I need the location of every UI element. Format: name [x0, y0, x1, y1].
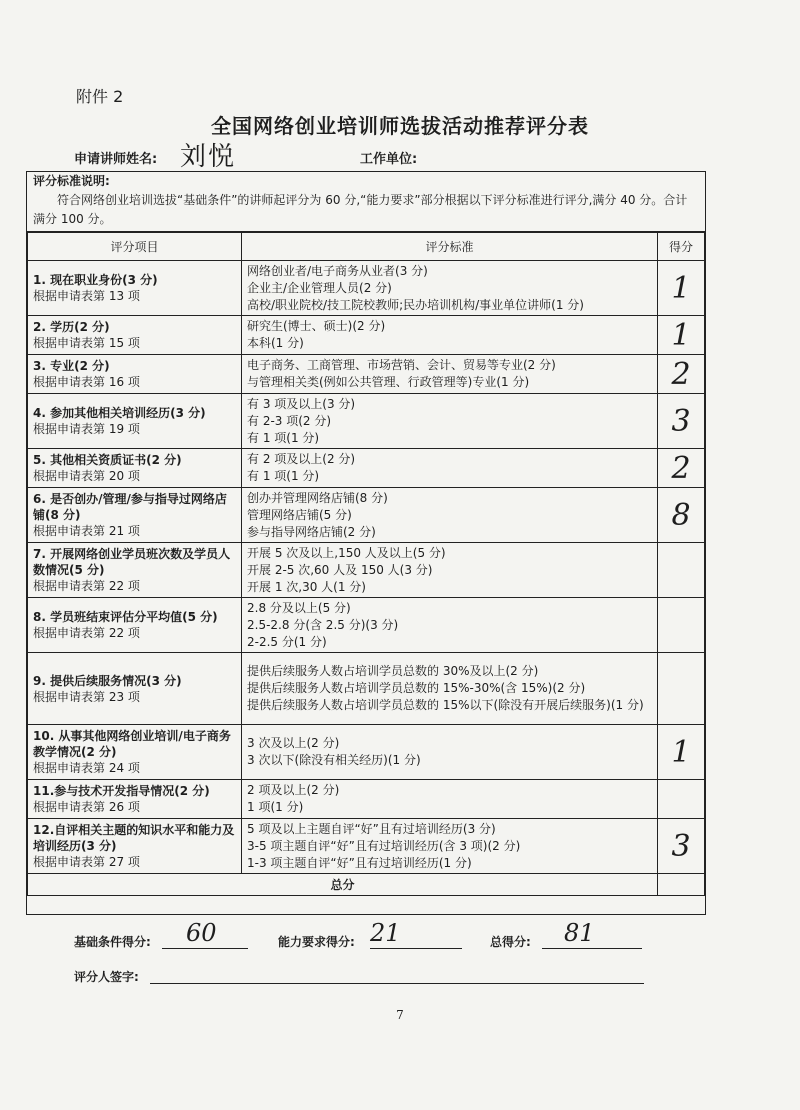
criteria-cell	[242, 355, 658, 394]
criteria-cell	[242, 543, 658, 598]
table-row	[28, 725, 705, 780]
item-cell	[28, 780, 242, 819]
score-cell[interactable]: 1	[658, 261, 705, 316]
table-row	[28, 316, 705, 355]
item-source: 根据申请表第 21 项	[33, 524, 140, 538]
ability-score-value[interactable]: 21	[370, 919, 401, 947]
table-row	[28, 261, 705, 316]
criteria-cell	[242, 598, 658, 653]
criteria-line: 2.5-2.8 分(含 2.5 分)(3 分)	[247, 617, 399, 632]
item-name: 3. 专业(2 分)	[33, 359, 110, 373]
score-cell[interactable]: 2	[658, 449, 705, 488]
criteria-line: 有 2-3 项(2 分)	[247, 413, 332, 428]
item-source: 根据申请表第 22 项	[33, 626, 140, 640]
table-row	[28, 355, 705, 394]
criteria-line: 2-2.5 分(1 分)	[247, 634, 327, 649]
base-score-field	[74, 919, 217, 950]
criteria-cell	[242, 449, 658, 488]
item-name: 5. 其他相关资质证书(2 分)	[33, 453, 182, 467]
item-cell	[28, 653, 242, 725]
score-cell[interactable]	[658, 780, 705, 819]
item-source: 根据申请表第 22 项	[33, 579, 140, 593]
employer-field	[360, 148, 417, 167]
item-name: 8. 学员班结束评估分平均值(5 分)	[33, 610, 218, 624]
criteria-line: 参与指导网络店铺(2 分)	[247, 524, 376, 539]
base-score-underline	[162, 948, 248, 949]
page-title: 全国网络创业培训师选拔活动推荐评分表	[211, 114, 589, 138]
criteria-line: 企业主/企业管理人员(2 分)	[247, 280, 392, 295]
score-form	[26, 171, 706, 915]
total-score-field	[490, 919, 595, 950]
criteria-line: 开展 5 次及以上,150 人及以上(5 分)	[247, 545, 446, 560]
item-source: 根据申请表第 26 项	[33, 800, 140, 814]
criteria-line: 研究生(博士、硕士)(2 分)	[247, 319, 386, 333]
score-cell[interactable]: 2	[658, 355, 705, 394]
item-source: 根据申请表第 20 项	[33, 469, 140, 483]
criteria-line: 5 项及以上主题自评“好”且有过培训经历(3 分)	[247, 821, 496, 836]
criteria-line: 有 3 项及以上(3 分)	[247, 396, 356, 411]
criteria-line: 1-3 项主题自评“好”且有过培训经历(1 分)	[247, 855, 472, 870]
signature-field	[74, 968, 139, 985]
item-cell	[28, 449, 242, 488]
criteria-line: 管理网络店铺(5 分)	[247, 507, 352, 522]
employer-label: 工作单位:	[360, 152, 418, 167]
item-name: 12.自评相关主题的知识水平和能力及培训经历(3 分)	[33, 823, 235, 853]
table-row	[28, 543, 705, 598]
score-cell[interactable]: 3	[658, 819, 705, 874]
item-name: 4. 参加其他相关培训经历(3 分)	[33, 406, 206, 420]
criteria-line: 3 次及以上(2 分)	[247, 736, 340, 750]
criteria-line: 3-5 项主题自评“好”且有过培训经历(含 3 项)(2 分)	[247, 838, 521, 853]
criteria-line: 1 项(1 分)	[247, 800, 304, 814]
header-score: 得分	[658, 233, 705, 261]
score-cell[interactable]: 1	[658, 316, 705, 355]
score-cell[interactable]: 1	[658, 725, 705, 780]
item-cell	[28, 725, 242, 780]
item-name: 6. 是否创办/管理/参与指导过网络店铺(8 分)	[33, 492, 227, 522]
table-row	[28, 488, 705, 543]
notes-heading: 评分标准说明:	[33, 174, 110, 188]
score-cell[interactable]	[658, 543, 705, 598]
base-score-value[interactable]: 60	[186, 919, 217, 947]
scoring-notes	[27, 172, 705, 232]
item-name: 7. 开展网络创业学员班次数及学员人数情况(5 分)	[33, 547, 231, 577]
applicant-name-handwritten: 刘悦	[180, 142, 237, 172]
attachment-label: 附件 2	[76, 87, 124, 106]
base-score-label: 基础条件得分:	[74, 935, 151, 949]
criteria-line: 提供后续服务人数占培训学员总数的 15%-30%(含 15%)(2 分)	[247, 681, 586, 695]
ability-score-field	[278, 919, 401, 950]
item-source: 根据申请表第 19 项	[33, 422, 140, 436]
criteria-cell	[242, 261, 658, 316]
criteria-cell	[242, 819, 658, 874]
item-source: 根据申请表第 16 项	[33, 375, 140, 389]
criteria-line: 高校/职业院校/技工院校教师;民办培训机构/事业单位讲师(1 分)	[247, 297, 584, 312]
item-source: 根据申请表第 27 项	[33, 855, 140, 869]
total-row	[28, 874, 705, 896]
total-score-underline	[542, 948, 642, 949]
item-cell	[28, 261, 242, 316]
criteria-line: 2.8 分及以上(5 分)	[247, 600, 351, 615]
total-score-cell[interactable]	[658, 874, 705, 896]
score-cell[interactable]	[658, 598, 705, 653]
item-name: 10. 从事其他网络创业培训/电子商务教学情况(2 分)	[33, 729, 231, 759]
table-row	[28, 653, 705, 725]
score-rows	[28, 261, 705, 874]
criteria-cell	[242, 316, 658, 355]
item-name: 11.参与技术开发指导情况(2 分)	[33, 784, 210, 798]
criteria-line: 有 2 项及以上(2 分)	[247, 452, 356, 466]
criteria-line: 2 项及以上(2 分)	[247, 783, 340, 797]
criteria-line: 本科(1 分)	[247, 336, 304, 350]
criteria-line: 电子商务、工商管理、市场营销、会计、贸易等专业(2 分)	[247, 358, 556, 372]
item-source: 根据申请表第 13 项	[33, 289, 140, 303]
table-row	[28, 598, 705, 653]
applicant-field	[74, 142, 237, 172]
item-cell	[28, 543, 242, 598]
criteria-line: 开展 1 次,30 人(1 分)	[247, 579, 366, 594]
item-source: 根据申请表第 24 项	[33, 761, 140, 775]
table-row	[28, 394, 705, 449]
item-cell	[28, 488, 242, 543]
header-criteria: 评分标准	[242, 233, 658, 261]
score-cell[interactable]: 8	[658, 488, 705, 543]
item-name: 1. 现在职业身份(3 分)	[33, 273, 158, 287]
criteria-line: 提供后续服务人数占培训学员总数的 30%及以上(2 分)	[247, 664, 539, 678]
table-row	[28, 819, 705, 874]
table-header-row	[28, 233, 705, 261]
total-label: 总分	[28, 874, 658, 896]
signature-underline	[150, 983, 644, 984]
score-cell[interactable]	[658, 653, 705, 725]
signature-label: 评分人签字:	[74, 970, 139, 984]
notes-body: 符合网络创业培训选拔“基础条件”的讲师起评分为 60 分,“能力要求”部分根据以下评分标准进行评分,满分 40 分。合计满分 100 分。	[33, 193, 688, 226]
page-number: 7	[396, 1008, 404, 1022]
criteria-line: 有 1 项(1 分)	[247, 469, 320, 483]
score-cell[interactable]: 3	[658, 394, 705, 449]
table-row	[28, 449, 705, 488]
item-cell	[28, 355, 242, 394]
criteria-cell	[242, 653, 658, 725]
item-source: 根据申请表第 15 项	[33, 336, 140, 350]
criteria-line: 有 1 项(1 分)	[247, 430, 320, 445]
ability-score-label: 能力要求得分:	[278, 935, 355, 949]
item-cell	[28, 598, 242, 653]
item-cell	[28, 316, 242, 355]
ability-score-underline	[370, 948, 462, 949]
criteria-cell	[242, 780, 658, 819]
criteria-line: 提供后续服务人数占培训学员总数的 15%以下(除没有开展后续服务)(1 分)	[247, 698, 644, 712]
item-source: 根据申请表第 23 项	[33, 689, 140, 704]
total-score-label: 总得分:	[490, 935, 531, 949]
total-score-value[interactable]: 81	[564, 919, 595, 947]
item-cell	[28, 394, 242, 449]
criteria-cell	[242, 488, 658, 543]
score-table	[27, 232, 705, 896]
criteria-line: 创办并管理网络店铺(8 分)	[247, 490, 388, 505]
criteria-cell	[242, 394, 658, 449]
item-cell	[28, 819, 242, 874]
applicant-label: 申请讲师姓名:	[74, 152, 158, 167]
criteria-line: 开展 2-5 次,60 人及 150 人(3 分)	[247, 562, 433, 577]
criteria-line: 与管理相关类(例如公共管理、行政管理等)专业(1 分)	[247, 375, 530, 389]
header-item: 评分项目	[28, 233, 242, 261]
criteria-line: 3 次以下(除没有相关经历)(1 分)	[247, 753, 421, 767]
item-name: 9. 提供后续服务情况(3 分)	[33, 673, 182, 688]
item-name: 2. 学历(2 分)	[33, 320, 110, 334]
criteria-line: 网络创业者/电子商务从业者(3 分)	[247, 263, 428, 278]
table-row	[28, 780, 705, 819]
criteria-cell	[242, 725, 658, 780]
